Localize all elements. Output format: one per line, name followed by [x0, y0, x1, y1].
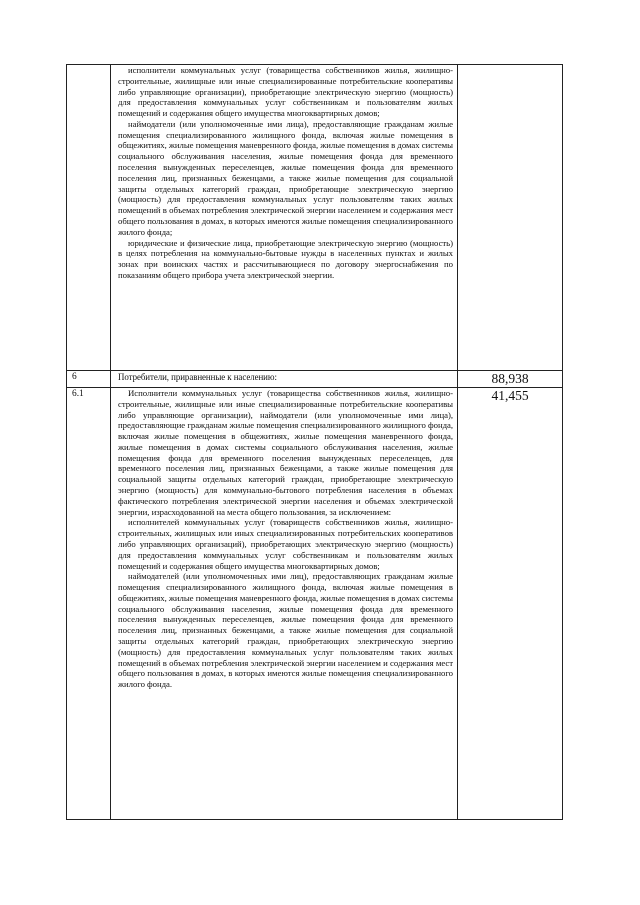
- table-row: [67, 371, 563, 388]
- row-description: [111, 65, 458, 371]
- row-value: [458, 65, 563, 371]
- paragraph: юридические и физические лица, приобретающие электрическую энергию (мощность) в целях потребления на коммунально-бытовые нужды в населенных пунктах и жилых зонах при воинских частях и рассчитывающиеся по договору энергоснабжения по показаниям общего прибора учета электрической энергии.: [118, 237, 453, 280]
- table-row: [67, 388, 563, 820]
- row-value: 41,455: [458, 388, 563, 820]
- paragraph: Потребители, приравненные к населению:: [118, 372, 277, 382]
- row-description: [111, 388, 458, 820]
- row-number: 6: [67, 371, 111, 388]
- row-number: [67, 65, 111, 371]
- paragraph: исполнители коммунальных услуг (товарищества собственников жилья, жилищно-строительные, жилищные или иные специализированные потребительские кооперативы либо управляющие организации), приобретающие электрическую энергию (мощность) для предоставления коммунальных услуг собственникам и пользователям жилых помещений и содержания общего имущества многоквартирных домов;: [118, 65, 453, 119]
- paragraph: наймодателей (или уполномоченных ими лиц), предоставляющих гражданам жилые помещения специализированного жилищного фонда, включая жилые помещения в общежитиях, жилые помещения маневренного фонда, жилые помещения в домах системы социального обслуживания населения, жилые помещения фонда для временного поселения вынужденных переселенцев, жилые помещения фонда для временного поселения лиц, признанных беженцами, а также жилые помещения для социальной защиты отдельных категорий граждан, приобретающих электрическую энергию (мощность) для предоставления коммунальных услуг пользователям таких жилых помещений в объемах потребления электрической энергии населением и содержания мест общего пользования в домах, в которых имеются жилые помещения специализированного жилого фонда.: [118, 571, 453, 690]
- paragraph: исполнителей коммунальных услуг (товариществ собственников жилья, жилищно-строительных, жилищных или иных специализированных потребительских кооперативов либо управляющих организаций), приобретающих электрическую энергию (мощность) для предоставления коммунальных услуг собственникам и пользователям жилых помещений и содержания общего имущества многоквартирных домов;: [118, 517, 453, 571]
- row-number: 6.1: [67, 388, 111, 820]
- paragraph: наймодатели (или уполномоченные ими лица), предоставляющие гражданам жилые помещения специализированного жилищного фонда, включая жилые помещения в общежитиях, жилые помещения маневренного фонда, жилые помещения в домах системы социального обслуживания населения, жилые помещения фонда для временного поселения вынужденных переселенцев, жилые помещения фонда для временного поселения лиц, признанных беженцами, а также жилые помещения для социальной защиты отдельных категорий граждан, приобретающие электрическую энергию (мощность) для предоставления коммунальных услуг пользователям таких жилых помещений в объемах потребления электрической энергии населением и содержания мест общего пользования в домах, в которых имеются жилые помещения специализированного жилого фонда;: [118, 118, 453, 237]
- row-description: [111, 371, 458, 388]
- table-row: [67, 65, 563, 371]
- row-value: 88,938: [458, 371, 563, 388]
- tariff-table: [66, 64, 563, 820]
- paragraph: Исполнители коммунальных услуг (товарищества собственников жилья, жилищно-строительные, жилищные или иные специализированные потребительские кооперативы либо управляющие организации), наймодатели (или уполномоченные ими лица), предоставляющие гражданам жилые помещения специализированного жилищного фонда, включая жилые помещения в общежитиях, жилые помещения маневренного фонда, жилые помещения в домах системы социального обслуживания населения, жилые помещения фонда для временного поселения вынужденных переселенцев, для временного поселения лиц, признанных беженцами, а также жилые помещения для социальной защиты отдельных категорий граждан, приобретающие электрическую энергию (мощность) для коммунально-бытового потребления населения в объемах фактического потребления электрической энергии населения и объемах электрической энергии, израсходованной на места общего пользования, за исключением:: [118, 388, 453, 517]
